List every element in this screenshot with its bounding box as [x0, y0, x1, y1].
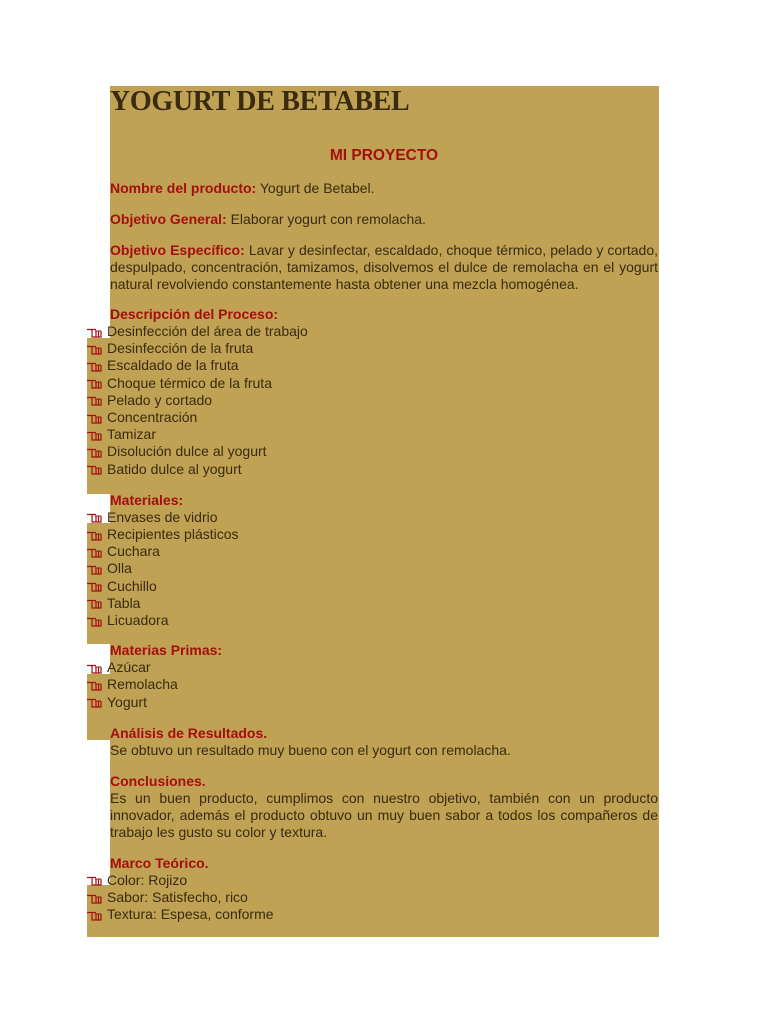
list-item	[87, 526, 658, 543]
product-name	[110, 180, 658, 197]
process-list	[87, 323, 658, 478]
list-item	[87, 357, 658, 374]
list-item	[87, 509, 658, 526]
pointing-hand-icon	[87, 377, 103, 389]
pointing-hand-icon	[87, 546, 103, 558]
project-subtitle: MI PROYECTO	[329, 147, 439, 164]
list-item	[87, 392, 658, 409]
pointing-hand-icon	[87, 597, 103, 609]
pointing-hand-icon	[87, 446, 103, 458]
pointing-hand-icon	[87, 511, 103, 523]
list-item-text: Recipientes plásticos	[107, 526, 239, 543]
list-item-text: Envases de vidrio	[107, 508, 218, 525]
list-item	[87, 560, 658, 577]
list-item-text: Choque térmico de la fruta	[107, 374, 272, 391]
pointing-hand-icon	[87, 892, 103, 904]
document-content	[107, 86, 658, 923]
pointing-hand-icon	[87, 662, 103, 674]
product-name-label: Nombre del producto:	[110, 180, 257, 196]
specific-objective-value: Lavar y desinfectar, escaldado, choque térmico, pelado y cortado, despulpado, concentración, tamizamos, disolvemos el dulce de remolacha en el yogurt natural revolviendo constantemente hasta obtener una mezcla homogénea.	[110, 242, 658, 292]
materials-list	[87, 509, 658, 629]
list-item	[87, 461, 658, 478]
pointing-hand-icon	[87, 615, 103, 627]
materials-heading: Materiales:	[110, 491, 184, 508]
pointing-hand-icon	[87, 463, 103, 475]
list-item-text: Olla	[107, 560, 132, 577]
list-item	[87, 595, 658, 612]
list-item-text: Licuadora	[107, 612, 169, 629]
pointing-hand-icon	[87, 429, 103, 441]
general-objective	[110, 211, 658, 228]
raw-materials-list	[87, 659, 658, 711]
list-item	[87, 409, 658, 426]
list-item	[87, 612, 658, 629]
pointing-hand-icon	[87, 343, 103, 355]
general-objective-value: Elaborar yogurt con remolacha.	[230, 211, 426, 227]
list-item-text: Color: Rojizo	[107, 871, 188, 888]
list-item-text: Desinfección de la fruta	[107, 340, 254, 357]
process-heading: Descripción del Proceso:	[110, 306, 279, 322]
specific-objective-label: Objetivo Específico:	[110, 242, 245, 258]
pointing-hand-icon	[87, 580, 103, 592]
list-item-text: Concentración	[107, 409, 198, 426]
list-item-text: Cuchillo	[107, 577, 157, 594]
list-item-text: Yogurt	[107, 693, 147, 710]
list-item-text: Cuchara	[107, 543, 160, 560]
list-item	[87, 676, 658, 693]
list-item-text: Disolución dulce al yogurt	[107, 443, 267, 460]
pointing-hand-icon	[87, 394, 103, 406]
conclusions-heading: Conclusiones.	[110, 772, 206, 789]
page-title: YOGURT DE BETABEL	[110, 86, 410, 117]
list-item	[87, 906, 658, 923]
results-heading: Análisis de Resultados.	[110, 724, 268, 741]
theory-list	[87, 872, 658, 924]
conclusions-text: Es un buen producto, cumplimos con nuestro objetivo, también con un producto innovador, además el producto obtuvo un muy buen sabor a todos los compañeros de trabajo les gusto su color y textura.	[110, 789, 658, 840]
pointing-hand-icon	[87, 909, 103, 921]
specific-objective	[110, 242, 658, 293]
pointing-hand-icon	[87, 412, 103, 424]
list-item-text: Desinfección del área de trabajo	[107, 323, 308, 339]
list-item-text: Pelado y cortado	[107, 391, 213, 408]
results-text: Se obtuvo un resultado muy bueno con el yogurt con remolacha.	[110, 741, 511, 758]
list-item-text: Batido dulce al yogurt	[107, 460, 242, 477]
theory-heading: Marco Teórico.	[110, 854, 209, 871]
pointing-hand-icon	[87, 563, 103, 575]
list-item	[87, 889, 658, 906]
pointing-hand-icon	[87, 679, 103, 691]
list-item-text: Sabor: Satisfecho, rico	[107, 889, 248, 906]
product-name-value: Yogurt de Betabel.	[259, 180, 375, 196]
list-item	[87, 426, 658, 443]
pointing-hand-icon	[87, 696, 103, 708]
list-item	[87, 543, 658, 560]
list-item	[87, 872, 658, 889]
list-item	[87, 694, 658, 711]
pointing-hand-icon	[87, 874, 103, 886]
list-item-text: Tamizar	[107, 426, 157, 443]
list-item	[87, 578, 658, 595]
list-item	[87, 375, 658, 392]
list-item-text: Remolacha	[107, 676, 178, 693]
list-item-text: Textura: Espesa, conforme	[107, 906, 274, 923]
list-item	[87, 443, 658, 460]
raw-materials-heading: Materias Primas:	[110, 642, 223, 659]
list-item-text: Escaldado de la fruta	[107, 357, 239, 374]
list-item	[87, 323, 658, 340]
pointing-hand-icon	[87, 360, 103, 372]
pointing-hand-icon	[87, 326, 103, 338]
pointing-hand-icon	[87, 529, 103, 541]
list-item-text: Azúcar	[107, 659, 151, 676]
list-item-text: Tabla	[107, 594, 141, 611]
list-item	[87, 659, 658, 676]
general-objective-label: Objetivo General:	[110, 211, 227, 227]
list-item	[87, 340, 658, 357]
